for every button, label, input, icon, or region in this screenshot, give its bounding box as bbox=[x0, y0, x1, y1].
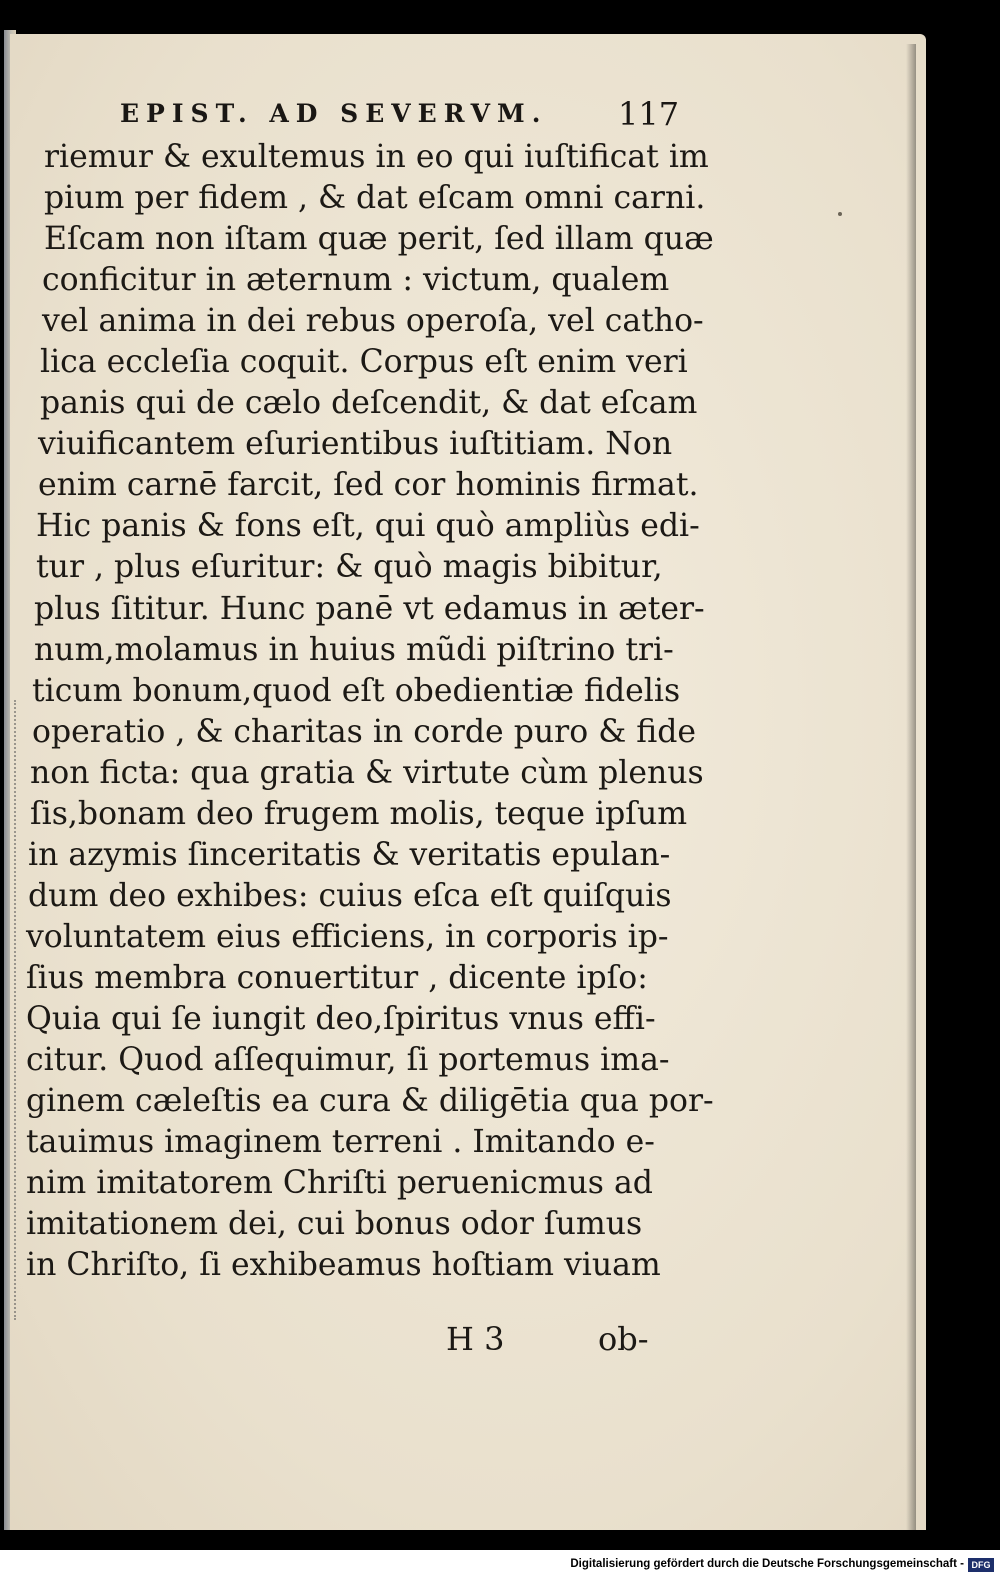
text-line: dum deo exhibes: cuius eſca eſt quiſquis bbox=[28, 877, 672, 914]
text-line: conficitur in æternum : victum, qualem bbox=[42, 262, 670, 299]
paper-speck bbox=[838, 212, 842, 216]
text-line: tur , plus eſuritur: & quò magis bibitur, bbox=[36, 549, 663, 586]
text-line: Eſcam non iſtam quæ perit, ſed illam quæ bbox=[44, 221, 714, 258]
text-line: ginem cæleſtis ea cura & diligētia qua por- bbox=[26, 1083, 714, 1120]
text-line: ſius membra conuertitur , dicente ipſo: bbox=[26, 959, 648, 996]
text-line: viuificantem eſurientibus iuſtitiam. Non bbox=[38, 426, 673, 463]
body-text bbox=[26, 137, 716, 1286]
text-line: panis qui de cælo deſcendit, & dat eſcam bbox=[40, 385, 698, 422]
gutter-marks bbox=[14, 700, 22, 1320]
funding-credit: Digitalisierung gefördert durch die Deutsche Forschungsgemeinschaft - bbox=[570, 1558, 964, 1570]
text-line: num,molamus in huius mũdi piſtrino tri- bbox=[34, 631, 674, 668]
page-number: 117 bbox=[618, 95, 680, 133]
text-line: Hic panis & fons eſt, qui quò ampliùs edi- bbox=[36, 508, 700, 545]
text-line: imitationem dei, cui bonus odor ſumus bbox=[26, 1206, 643, 1243]
catchword: ob- bbox=[598, 1320, 649, 1358]
text-line: lica eccleſia coquit. Corpus eſt enim veri bbox=[40, 344, 688, 381]
text-line: citur. Quod aſſequimur, ſi portemus ima- bbox=[26, 1042, 670, 1079]
signature-line bbox=[440, 1320, 680, 1364]
text-line: vel anima in dei rebus operoſa, vel catho- bbox=[42, 303, 704, 340]
running-head bbox=[60, 97, 700, 137]
text-line: in azymis ſinceritatis & veritatis epulan- bbox=[28, 836, 671, 873]
text-line: Quia qui ſe iungit deo,ſpiritus vnus effi- bbox=[26, 1000, 656, 1037]
dfg-logo: DFG bbox=[968, 1558, 994, 1572]
text-line: non ficta: qua gratia & virtute cùm plenus bbox=[30, 754, 704, 791]
text-line: tauimus imaginem terreni . Imitando e- bbox=[26, 1124, 655, 1161]
text-line: nim imitatorem Chriſti peruenicmus ad bbox=[26, 1165, 653, 1202]
page-shadow bbox=[906, 44, 916, 1530]
text-line: in Chriſto, ſi exhibeamus hoſtiam viuam bbox=[26, 1247, 661, 1284]
text-line: voluntatem eius efficiens, in corporis ip- bbox=[26, 918, 669, 955]
text-line: plus ſititur. Hunc panē vt edamus in æter- bbox=[34, 590, 705, 627]
text-line: riemur & exultemus in eo qui iuſtificat im bbox=[44, 139, 709, 175]
text-line: pium per fidem , & dat eſcam omni carni. bbox=[44, 180, 706, 217]
running-head-title: EPIST. AD SEVERVM. bbox=[120, 99, 548, 128]
text-line: operatio , & charitas in corde puro & fide bbox=[32, 713, 697, 750]
text-line: enim carnē farcit, ſed cor hominis firmat. bbox=[38, 467, 699, 504]
digitization-footer bbox=[0, 1550, 1000, 1584]
text-line: ſis,bonam deo frugem molis, teque ipſum bbox=[30, 795, 688, 832]
text-line: ticum bonum,quod eſt obedientiæ fidelis bbox=[32, 672, 681, 709]
signature-mark: H 3 bbox=[446, 1320, 505, 1358]
